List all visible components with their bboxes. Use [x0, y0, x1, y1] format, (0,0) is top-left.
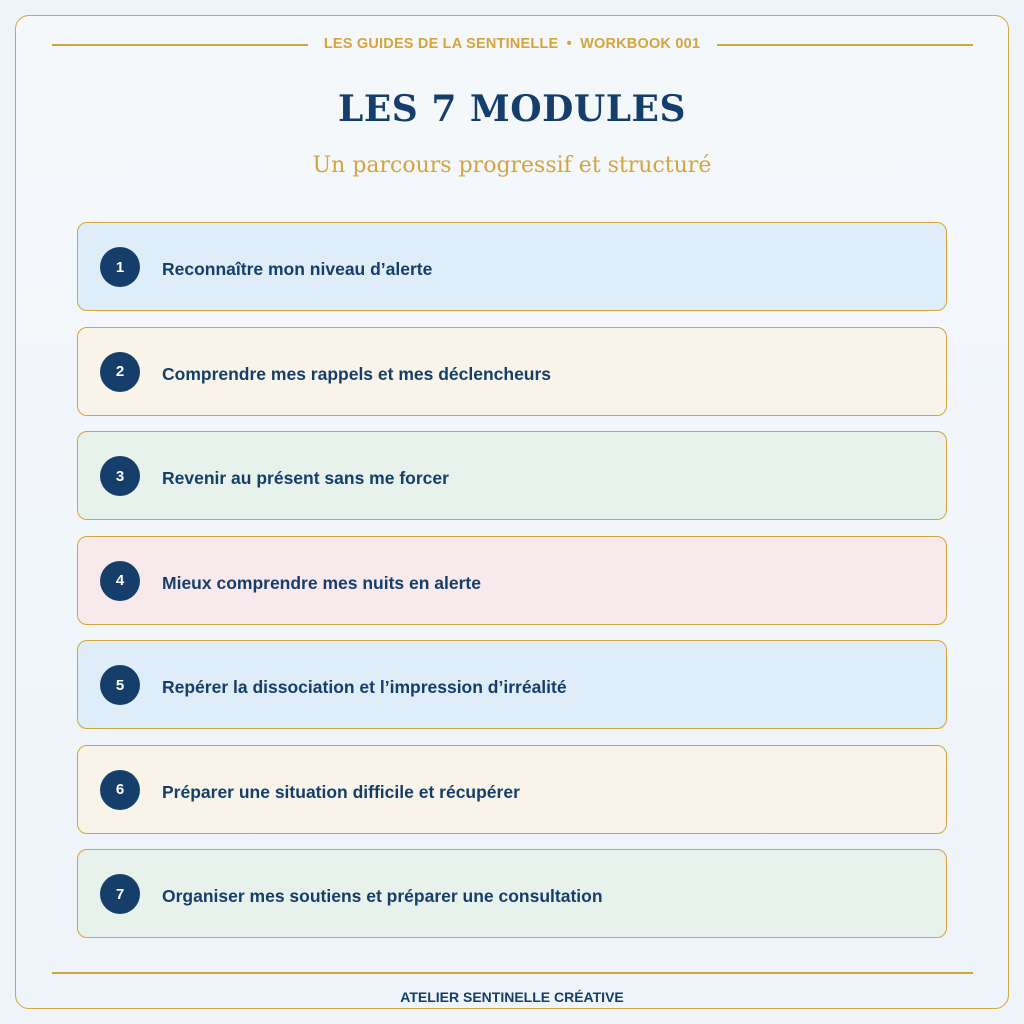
module-card-2	[77, 327, 947, 416]
module-number-badge: 6	[100, 770, 140, 810]
page-subtitle: Un parcours progressif et structuré	[312, 153, 712, 178]
module-number-badge: 5	[100, 665, 140, 705]
module-number-badge: 4	[100, 561, 140, 601]
module-number-badge: 2	[100, 352, 140, 392]
series-name: LES GUIDES DE LA SENTINELLE	[323, 36, 559, 52]
footer-credit: ATELIER SENTINELLE CRÉATIVE	[400, 989, 624, 1005]
workbook-number: WORKBOOK 001	[580, 36, 701, 52]
page-title: LES 7 MODULES	[338, 88, 686, 130]
module-label: Reconnaître mon niveau d’alerte	[162, 259, 433, 279]
module-card-7	[77, 849, 947, 938]
module-number-badge: 3	[100, 456, 140, 496]
module-number-badge: 1	[100, 247, 140, 287]
separator-dot: •	[566, 36, 572, 52]
module-card-5	[77, 640, 947, 729]
module-card-1	[77, 222, 947, 311]
module-label: Repérer la dissociation et l’impression d’irréalité	[162, 677, 567, 697]
module-label: Revenir au présent sans me forcer	[162, 468, 449, 488]
module-card-3	[77, 431, 947, 520]
module-card-6	[77, 745, 947, 834]
header-kicker	[0, 36, 1024, 52]
module-list	[77, 222, 947, 954]
module-label: Mieux comprendre mes nuits en alerte	[162, 572, 481, 593]
footer-divider	[52, 972, 973, 974]
module-label: Organiser mes soutiens et préparer une consultation	[162, 886, 603, 906]
module-number-badge: 7	[100, 874, 140, 914]
module-card-4	[77, 536, 947, 625]
module-label: Préparer une situation difficile et récupérer	[162, 781, 520, 802]
module-label: Comprendre mes rappels et mes déclencheurs	[162, 363, 552, 384]
